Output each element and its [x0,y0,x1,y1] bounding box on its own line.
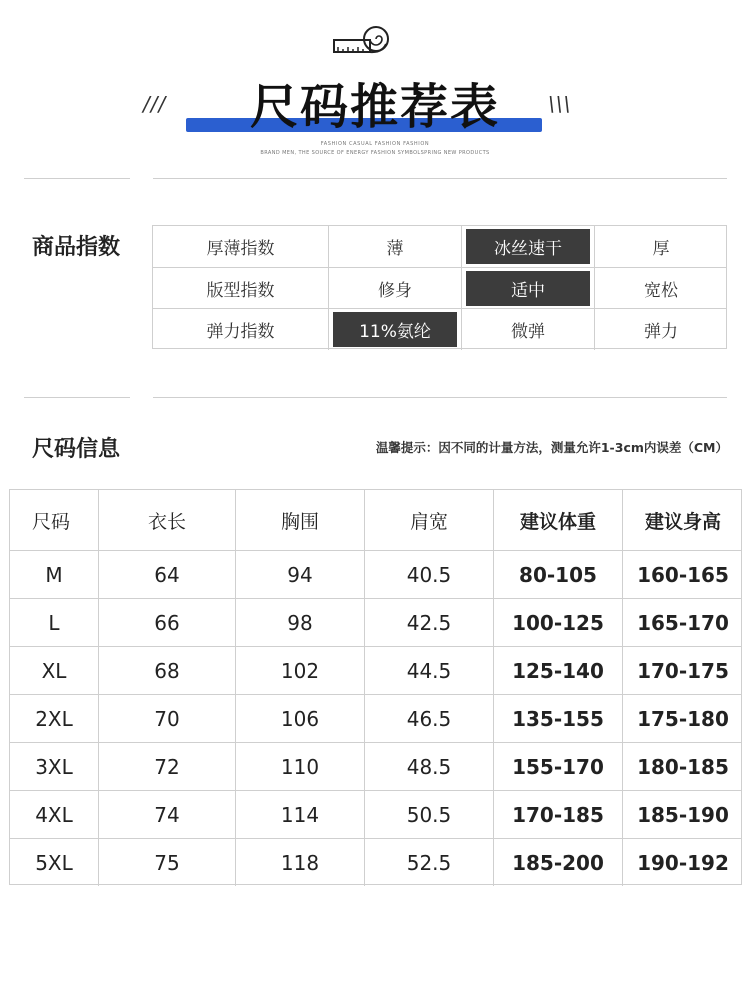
height-cell: 185-190 [622,791,743,838]
table-row [10,838,741,886]
divider [153,178,727,179]
height-cell: 190-192 [622,839,743,886]
decor-slashes-left: /// [143,92,167,116]
weight-cell: 135-155 [493,695,622,742]
height-cell: 180-185 [622,743,743,790]
product-index-table [152,225,727,349]
shoulder-cell: 50.5 [364,791,493,838]
shoulder-cell: 40.5 [364,551,493,598]
weight-cell: 125-140 [493,647,622,694]
divider [153,397,727,398]
index-row-thickness [153,226,726,267]
option-text: 厚 [652,239,670,259]
length-cell: 72 [98,743,235,790]
index-label: 版型指数 [206,281,275,301]
index-option-selected [328,309,461,350]
column-header: 建议体重 [493,490,622,550]
column-header: 衣长 [98,490,235,550]
length-cell: 74 [98,791,235,838]
column-header: 胸围 [235,490,364,550]
option-text: 弹力 [644,322,678,342]
subtitle-line-1: FASHION CASUAL FASHION FASHION [320,141,430,147]
size-table [9,489,742,885]
measuring-tape-icon [330,22,392,62]
index-label: 厚薄指数 [206,239,275,259]
divider [24,397,130,398]
length-cell: 66 [98,599,235,646]
length-cell: 70 [98,695,235,742]
index-option [328,268,461,309]
option-text-selected: 适中 [466,271,590,306]
height-cell: 160-165 [622,551,743,598]
shoulder-cell: 44.5 [364,647,493,694]
index-option-selected [461,268,594,309]
length-cell: 75 [98,839,235,886]
size-info-heading: 尺码信息 [32,437,121,462]
size-cell: 2XL [35,706,73,731]
index-option [594,226,727,267]
chest-cell: 94 [235,551,364,598]
column-header: 尺码 [32,510,71,533]
decor-slashes-right: \\\ [548,92,572,116]
column-header: 肩宽 [364,490,493,550]
option-text-selected: 11%氨纶 [333,312,457,347]
index-option [594,268,727,309]
chest-cell: 102 [235,647,364,694]
size-cell: 5XL [35,850,73,875]
size-cell: L [48,610,60,635]
measurement-note: 温馨提示：因不同的计量方法，测量允许1-3cm内误差（CM） [375,440,728,455]
table-row [10,598,741,646]
weight-cell: 185-200 [493,839,622,886]
shoulder-cell: 52.5 [364,839,493,886]
size-cell: 3XL [35,754,73,779]
product-index-heading: 商品指数 [32,235,121,260]
index-option-selected [461,226,594,267]
length-cell: 68 [98,647,235,694]
table-row [10,694,741,742]
weight-cell: 100-125 [493,599,622,646]
length-cell: 64 [98,551,235,598]
chest-cell: 114 [235,791,364,838]
height-cell: 175-180 [622,695,743,742]
page-title: 尺码推荐表 [249,79,500,135]
divider [24,178,130,179]
option-text: 宽松 [644,281,678,301]
table-row [10,742,741,790]
chest-cell: 110 [235,743,364,790]
index-label: 弹力指数 [206,322,275,342]
size-cell: 4XL [35,802,73,827]
option-text: 薄 [386,239,404,259]
height-cell: 165-170 [622,599,743,646]
index-option [328,226,461,267]
table-row [10,550,741,598]
index-option [594,309,727,350]
shoulder-cell: 46.5 [364,695,493,742]
shoulder-cell: 42.5 [364,599,493,646]
chest-cell: 106 [235,695,364,742]
shoulder-cell: 48.5 [364,743,493,790]
weight-cell: 80-105 [493,551,622,598]
height-cell: 170-175 [622,647,743,694]
option-text-selected: 冰丝速干 [466,229,590,264]
chest-cell: 98 [235,599,364,646]
index-option [461,309,594,350]
option-text: 微弹 [511,322,545,342]
subtitle-line-2: BRAND MEN, THE SOURCE OF ENERGY FASHION SYMBOLSPRING NEW PRODUCTS [260,150,490,156]
column-header: 建议身高 [622,490,743,550]
table-header-row [10,490,741,550]
index-row-elasticity [153,308,726,350]
weight-cell: 155-170 [493,743,622,790]
weight-cell: 170-185 [493,791,622,838]
table-row [10,790,741,838]
chest-cell: 118 [235,839,364,886]
size-cell: M [45,562,63,587]
index-row-fit [153,267,726,309]
size-cell: XL [41,658,67,683]
option-text: 修身 [378,281,412,301]
table-row [10,646,741,694]
